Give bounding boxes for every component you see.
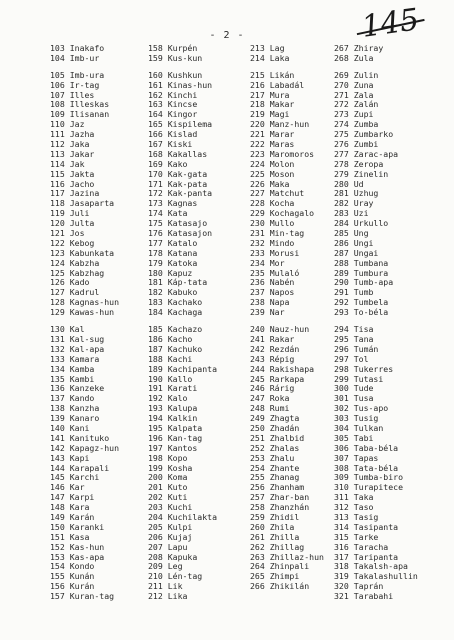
list-item: 125 Kabzhag — [50, 267, 105, 278]
list-item: 136 Kanzeke — [50, 383, 105, 394]
entry-block — [334, 325, 418, 602]
list-item: 127 Kadrul — [50, 287, 100, 298]
list-item: 179 Katoka — [148, 257, 198, 268]
list-item: 180 Kapuz — [148, 267, 193, 278]
list-item: 267 Zhiray — [334, 43, 384, 53]
list-item: 191 Karati — [148, 383, 198, 394]
list-item: 135 Kambi — [50, 373, 95, 384]
list-item: 307 Tapas — [334, 452, 379, 463]
list-item: 150 Karanki — [50, 521, 105, 532]
entry-block — [148, 44, 217, 64]
list-item: 274 Zumba — [334, 119, 379, 130]
list-item: 131 Kal-sug — [50, 333, 105, 344]
list-item: 188 Kachi — [148, 353, 193, 364]
list-item: 305 Tabi — [334, 432, 374, 443]
list-item: 154 Kondo — [50, 561, 95, 572]
list-item: 176 Katasajon — [148, 228, 213, 239]
list-item: 262 Zhillag — [250, 541, 305, 552]
list-item: 235 Mulaló — [250, 267, 300, 278]
list-item: 163 Kincse — [148, 99, 198, 110]
list-item: 155 Kunán — [50, 571, 95, 582]
list-item: 171 Kak-pata — [148, 178, 208, 189]
list-item: 260 Zhila — [250, 521, 295, 532]
entry-block — [50, 325, 119, 602]
list-item: 185 Kachazo — [148, 324, 203, 335]
list-item: 115 Jakta — [50, 168, 95, 179]
column-2 — [148, 44, 217, 609]
list-item: 121 Jos — [50, 228, 85, 239]
list-item: 109 Ilisanan — [50, 109, 110, 120]
list-item: 313 Tasig — [334, 511, 379, 522]
list-item: 319 Takalashullin — [334, 571, 418, 582]
list-item: 270 Zuna — [334, 79, 374, 90]
list-item: 294 Tisa — [334, 324, 374, 335]
list-item: 178 Katana — [148, 247, 198, 258]
list-item: 213 Lag — [250, 43, 285, 53]
list-item: 232 Mindo — [250, 237, 295, 248]
list-item: 141 Kanituko — [50, 432, 110, 443]
list-item: 164 Kingor — [148, 109, 198, 120]
list-item: 276 Zumbi — [334, 139, 379, 150]
list-item: 214 Laka — [250, 52, 290, 63]
list-item: 237 Napos — [250, 287, 295, 298]
list-item: 285 Ung — [334, 228, 369, 239]
list-item: 177 Katalo — [148, 237, 198, 248]
list-item: 309 Tumba-biro — [334, 472, 404, 483]
list-item: 165 Kispilema — [148, 119, 213, 130]
list-item: 147 Karpi — [50, 492, 95, 503]
list-item: 161 Kinas-hun — [148, 79, 213, 90]
list-item: 111 Jazha — [50, 129, 95, 140]
list-item: 156 Kurán — [50, 581, 95, 592]
list-item: 172 Kak-panta — [148, 188, 213, 199]
list-item: 230 Mullo — [250, 218, 295, 229]
list-item: 138 Kanzha — [50, 403, 100, 414]
list-item: 167 Kiski — [148, 139, 193, 150]
list-item: 174 Kata — [148, 208, 188, 219]
list-item: 239 Nar — [250, 307, 285, 318]
list-item: 234 Mor — [250, 257, 285, 268]
list-item: 106 Ir-tag — [50, 79, 100, 90]
list-item: 299 Tutasi — [334, 373, 384, 384]
entry-block — [50, 44, 119, 64]
list-item: 312 Taso — [334, 502, 374, 513]
list-item: 168 Kakallas — [148, 148, 208, 159]
list-item: 264 Zhinpali — [250, 561, 310, 572]
list-item: 314 Tasipanta — [334, 521, 399, 532]
list-item: 283 Uzi — [334, 208, 369, 219]
list-item: 206 Kujaj — [148, 531, 193, 542]
list-item: 295 Tana — [334, 333, 374, 344]
list-item: 248 Rumi — [250, 403, 290, 414]
list-item: 116 Jacho — [50, 178, 95, 189]
list-item: 282 Uray — [334, 198, 374, 209]
list-item: 227 Matchut — [250, 188, 305, 199]
list-item: 244 Rakishapa — [250, 363, 315, 374]
list-item: 216 Labadál — [250, 79, 305, 90]
list-item: 204 Kuchilakta — [148, 511, 218, 522]
list-item: 252 Zhalas — [250, 442, 300, 453]
list-item: 208 Kapuka — [148, 551, 198, 562]
list-item: 201 Kuto — [148, 482, 188, 493]
entry-block — [148, 325, 217, 602]
list-item: 105 Imb-ura — [50, 69, 105, 80]
list-item: 265 Zhimpi — [250, 571, 300, 582]
list-item: 311 Taka — [334, 492, 374, 503]
page-number: - 2 - — [209, 30, 245, 41]
list-item: 149 Karán — [50, 511, 95, 522]
list-item: 133 Kamara — [50, 353, 100, 364]
list-item: 126 Kado — [50, 277, 90, 288]
list-item: 182 Kabuko — [148, 287, 198, 298]
list-item: 184 Kachaga — [148, 307, 203, 318]
list-item: 272 Zalán — [334, 99, 379, 110]
list-item: 170 Kak-gata — [148, 168, 208, 179]
list-item: 287 Ungai — [334, 247, 379, 258]
list-item: 249 Zhagta — [250, 413, 300, 424]
list-item: 122 Kebog — [50, 237, 95, 248]
list-item: 256 Zhanham — [250, 482, 305, 493]
list-item: 317 Taripanta — [334, 551, 399, 562]
list-item: 229 Kochagalo — [250, 208, 315, 219]
entry-block — [250, 44, 324, 64]
list-item: 117 Jazina — [50, 188, 100, 199]
list-item: 152 Kas-hun — [50, 541, 105, 552]
column-1 — [50, 44, 119, 609]
list-item: 137 Kando — [50, 393, 95, 404]
list-item: 159 Kus-kun — [148, 52, 203, 63]
list-item: 290 Tumb-apa — [334, 277, 394, 288]
list-item: 318 Takalsh-apa — [334, 561, 408, 572]
list-item: 114 Jak — [50, 158, 85, 169]
list-item: 246 Rárig — [250, 383, 295, 394]
list-item: 302 Tus-apo — [334, 403, 389, 414]
list-item: 160 Kushkun — [148, 69, 203, 80]
list-item: 143 Kapi — [50, 452, 90, 463]
list-item: 183 Kachako — [148, 297, 203, 308]
list-item: 153 Kas-apa — [50, 551, 105, 562]
list-item: 173 Kagnas — [148, 198, 198, 209]
list-item: 140 Kani — [50, 422, 90, 433]
column-4 — [334, 44, 418, 609]
list-item: 296 Tumán — [334, 343, 379, 354]
list-item: 158 Kurpén — [148, 43, 198, 53]
list-item: 120 Julta — [50, 218, 95, 229]
list-item: 220 Manz-hun — [250, 119, 310, 130]
list-item: 228 Kocha — [250, 198, 295, 209]
list-item: 128 Kagnas-hun — [50, 297, 120, 308]
list-item: 300 Tude — [334, 383, 374, 394]
list-item: 217 Mura — [250, 89, 290, 100]
list-item: 257 Zhar-ban — [250, 492, 310, 503]
entry-block — [148, 71, 217, 318]
list-item: 298 Tukerres — [334, 363, 394, 374]
list-item: 243 Répig — [250, 353, 295, 364]
list-item: 280 Ud — [334, 178, 364, 189]
list-item: 221 Marar — [250, 129, 295, 140]
list-item: 129 Kawas-hun — [50, 307, 115, 318]
list-item: 303 Tusig — [334, 413, 379, 424]
list-item: 207 Lapu — [148, 541, 188, 552]
list-item: 291 Tumb — [334, 287, 374, 298]
list-item: 271 Zala — [334, 89, 374, 100]
list-item: 197 Kantos — [148, 442, 198, 453]
list-item: 263 Zhillaz-hun — [250, 551, 324, 562]
list-item: 200 Koma — [148, 472, 188, 483]
list-item: 139 Kanaro — [50, 413, 100, 424]
list-item: 186 Kacho — [148, 333, 193, 344]
list-item: 226 Maka — [250, 178, 290, 189]
list-item: 148 Kara — [50, 502, 90, 513]
list-item: 308 Tata-béla — [334, 462, 399, 473]
list-item: 210 Lén-tag — [148, 571, 203, 582]
list-item: 130 Kal — [50, 324, 85, 335]
list-item: 142 Kapagz-hun — [50, 442, 120, 453]
list-item: 316 Taracha — [334, 541, 389, 552]
list-item: 224 Molon — [250, 158, 295, 169]
list-item: 268 Zula — [334, 52, 374, 63]
list-item: 104 Imb-ur — [50, 52, 100, 63]
list-item: 108 Illeskas — [50, 99, 110, 110]
list-item: 209 Leg — [148, 561, 183, 572]
list-item: 187 Kachuko — [148, 343, 203, 354]
list-item: 284 Urkullo — [334, 218, 389, 229]
list-item: 132 Kal-apa — [50, 343, 105, 354]
list-item: 310 Turapitece — [334, 482, 404, 493]
list-item: 277 Zarac-apa — [334, 148, 399, 159]
column-3 — [250, 44, 324, 599]
list-item: 223 Maromoros — [250, 148, 315, 159]
list-item: 193 Kalupa — [148, 403, 198, 414]
list-item: 266 Zhikilán — [250, 581, 310, 592]
list-item: 286 Ungi — [334, 237, 374, 248]
list-item: 123 Kabunkata — [50, 247, 115, 258]
list-item: 198 Kopo — [148, 452, 188, 463]
list-item: 215 Likán — [250, 69, 295, 80]
list-item: 251 Zhalbid — [250, 432, 305, 443]
list-item: 124 Kabzha — [50, 257, 100, 268]
list-item: 151 Kasa — [50, 531, 90, 542]
list-item: 113 Jakar — [50, 148, 95, 159]
list-item: 162 Kinchi — [148, 89, 198, 100]
list-item: 194 Kalkin — [148, 413, 198, 424]
list-item: 145 Karchi — [50, 472, 100, 483]
list-item: 118 Jasaparta — [50, 198, 115, 209]
list-item: 273 Zupi — [334, 109, 374, 120]
list-item: 275 Zumbarko — [334, 129, 394, 140]
list-item: 247 Roka — [250, 393, 290, 404]
list-item: 297 Tol — [334, 353, 369, 364]
list-item: 157 Kuran-tag — [50, 591, 115, 602]
list-item: 103 Inakafo — [50, 43, 105, 53]
list-item: 278 Zeropa — [334, 158, 384, 169]
list-item: 196 Kan-tag — [148, 432, 203, 443]
list-item: 242 Rezdán — [250, 343, 300, 354]
list-item: 292 Tumbela — [334, 297, 389, 308]
list-item: 119 Juli — [50, 208, 90, 219]
list-item: 320 Taprán — [334, 581, 384, 592]
list-item: 222 Maras — [250, 139, 295, 150]
list-item: 199 Kosha — [148, 462, 193, 473]
list-item: 144 Karapali — [50, 462, 110, 473]
list-item: 255 Zhanag — [250, 472, 300, 483]
handwritten-page-number: 145 — [359, 2, 422, 45]
list-item: 192 Kalo — [148, 393, 188, 404]
list-item: 315 Tarke — [334, 531, 379, 542]
list-item: 175 Katasajo — [148, 218, 208, 229]
list-item: 225 Moson — [250, 168, 295, 179]
list-item: 205 Kulpi — [148, 521, 193, 532]
list-item: 289 Tumbura — [334, 267, 389, 278]
list-item: 293 To-béla — [334, 307, 389, 318]
list-item: 261 Zhilla — [250, 531, 300, 542]
list-item: 304 Tulkan — [334, 422, 384, 433]
list-item: 202 Kuti — [148, 492, 188, 503]
entry-block — [50, 71, 119, 318]
list-item: 269 Zulin — [334, 69, 379, 80]
list-item: 107 Illes — [50, 89, 95, 100]
list-item: 241 Rakar — [250, 333, 295, 344]
list-item: 233 Morusi — [250, 247, 300, 258]
list-item: 203 Kuchi — [148, 502, 193, 513]
list-item: 211 Lik — [148, 581, 183, 592]
list-item: 301 Tusa — [334, 393, 374, 404]
list-item: 181 Káp-tata — [148, 277, 208, 288]
list-item: 250 Zhadán — [250, 422, 300, 433]
list-item: 219 Magi — [250, 109, 290, 120]
list-item: 254 Zhante — [250, 462, 300, 473]
list-item: 236 Nabén — [250, 277, 295, 288]
list-item: 190 Kallo — [148, 373, 193, 384]
list-item: 253 Zhalu — [250, 452, 295, 463]
list-item: 212 Lika — [148, 591, 188, 602]
list-item: 258 Zhanzhán — [250, 502, 310, 513]
entry-block — [334, 44, 418, 64]
list-item: 166 Kislad — [148, 129, 198, 140]
entry-block — [250, 71, 324, 318]
list-item: 218 Makar — [250, 99, 295, 110]
list-item: 112 Jaka — [50, 139, 90, 150]
list-item: 146 Kar — [50, 482, 85, 493]
list-item: 231 Min-tag — [250, 228, 305, 239]
list-item: 195 Kalpata — [148, 422, 203, 433]
list-item: 306 Taba-béla — [334, 442, 399, 453]
list-item: 240 Nauz-hun — [250, 324, 310, 335]
entry-columns — [0, 44, 454, 634]
list-item: 281 Uzhug — [334, 188, 379, 199]
list-item: 279 Zinelin — [334, 168, 389, 179]
list-item: 134 Kamba — [50, 363, 95, 374]
list-item: 189 Kachipanta — [148, 363, 218, 374]
list-item: 259 Zhidil — [250, 511, 300, 522]
list-item: 169 Kako — [148, 158, 188, 169]
list-item: 245 Rarkapa — [250, 373, 305, 384]
entry-block — [250, 325, 324, 592]
entry-block — [334, 71, 418, 318]
list-item: 321 Tarabahi — [334, 591, 394, 602]
list-item: 238 Napa — [250, 297, 290, 308]
list-item: 110 Jaz — [50, 119, 85, 130]
list-item: 288 Tumbana — [334, 257, 389, 268]
